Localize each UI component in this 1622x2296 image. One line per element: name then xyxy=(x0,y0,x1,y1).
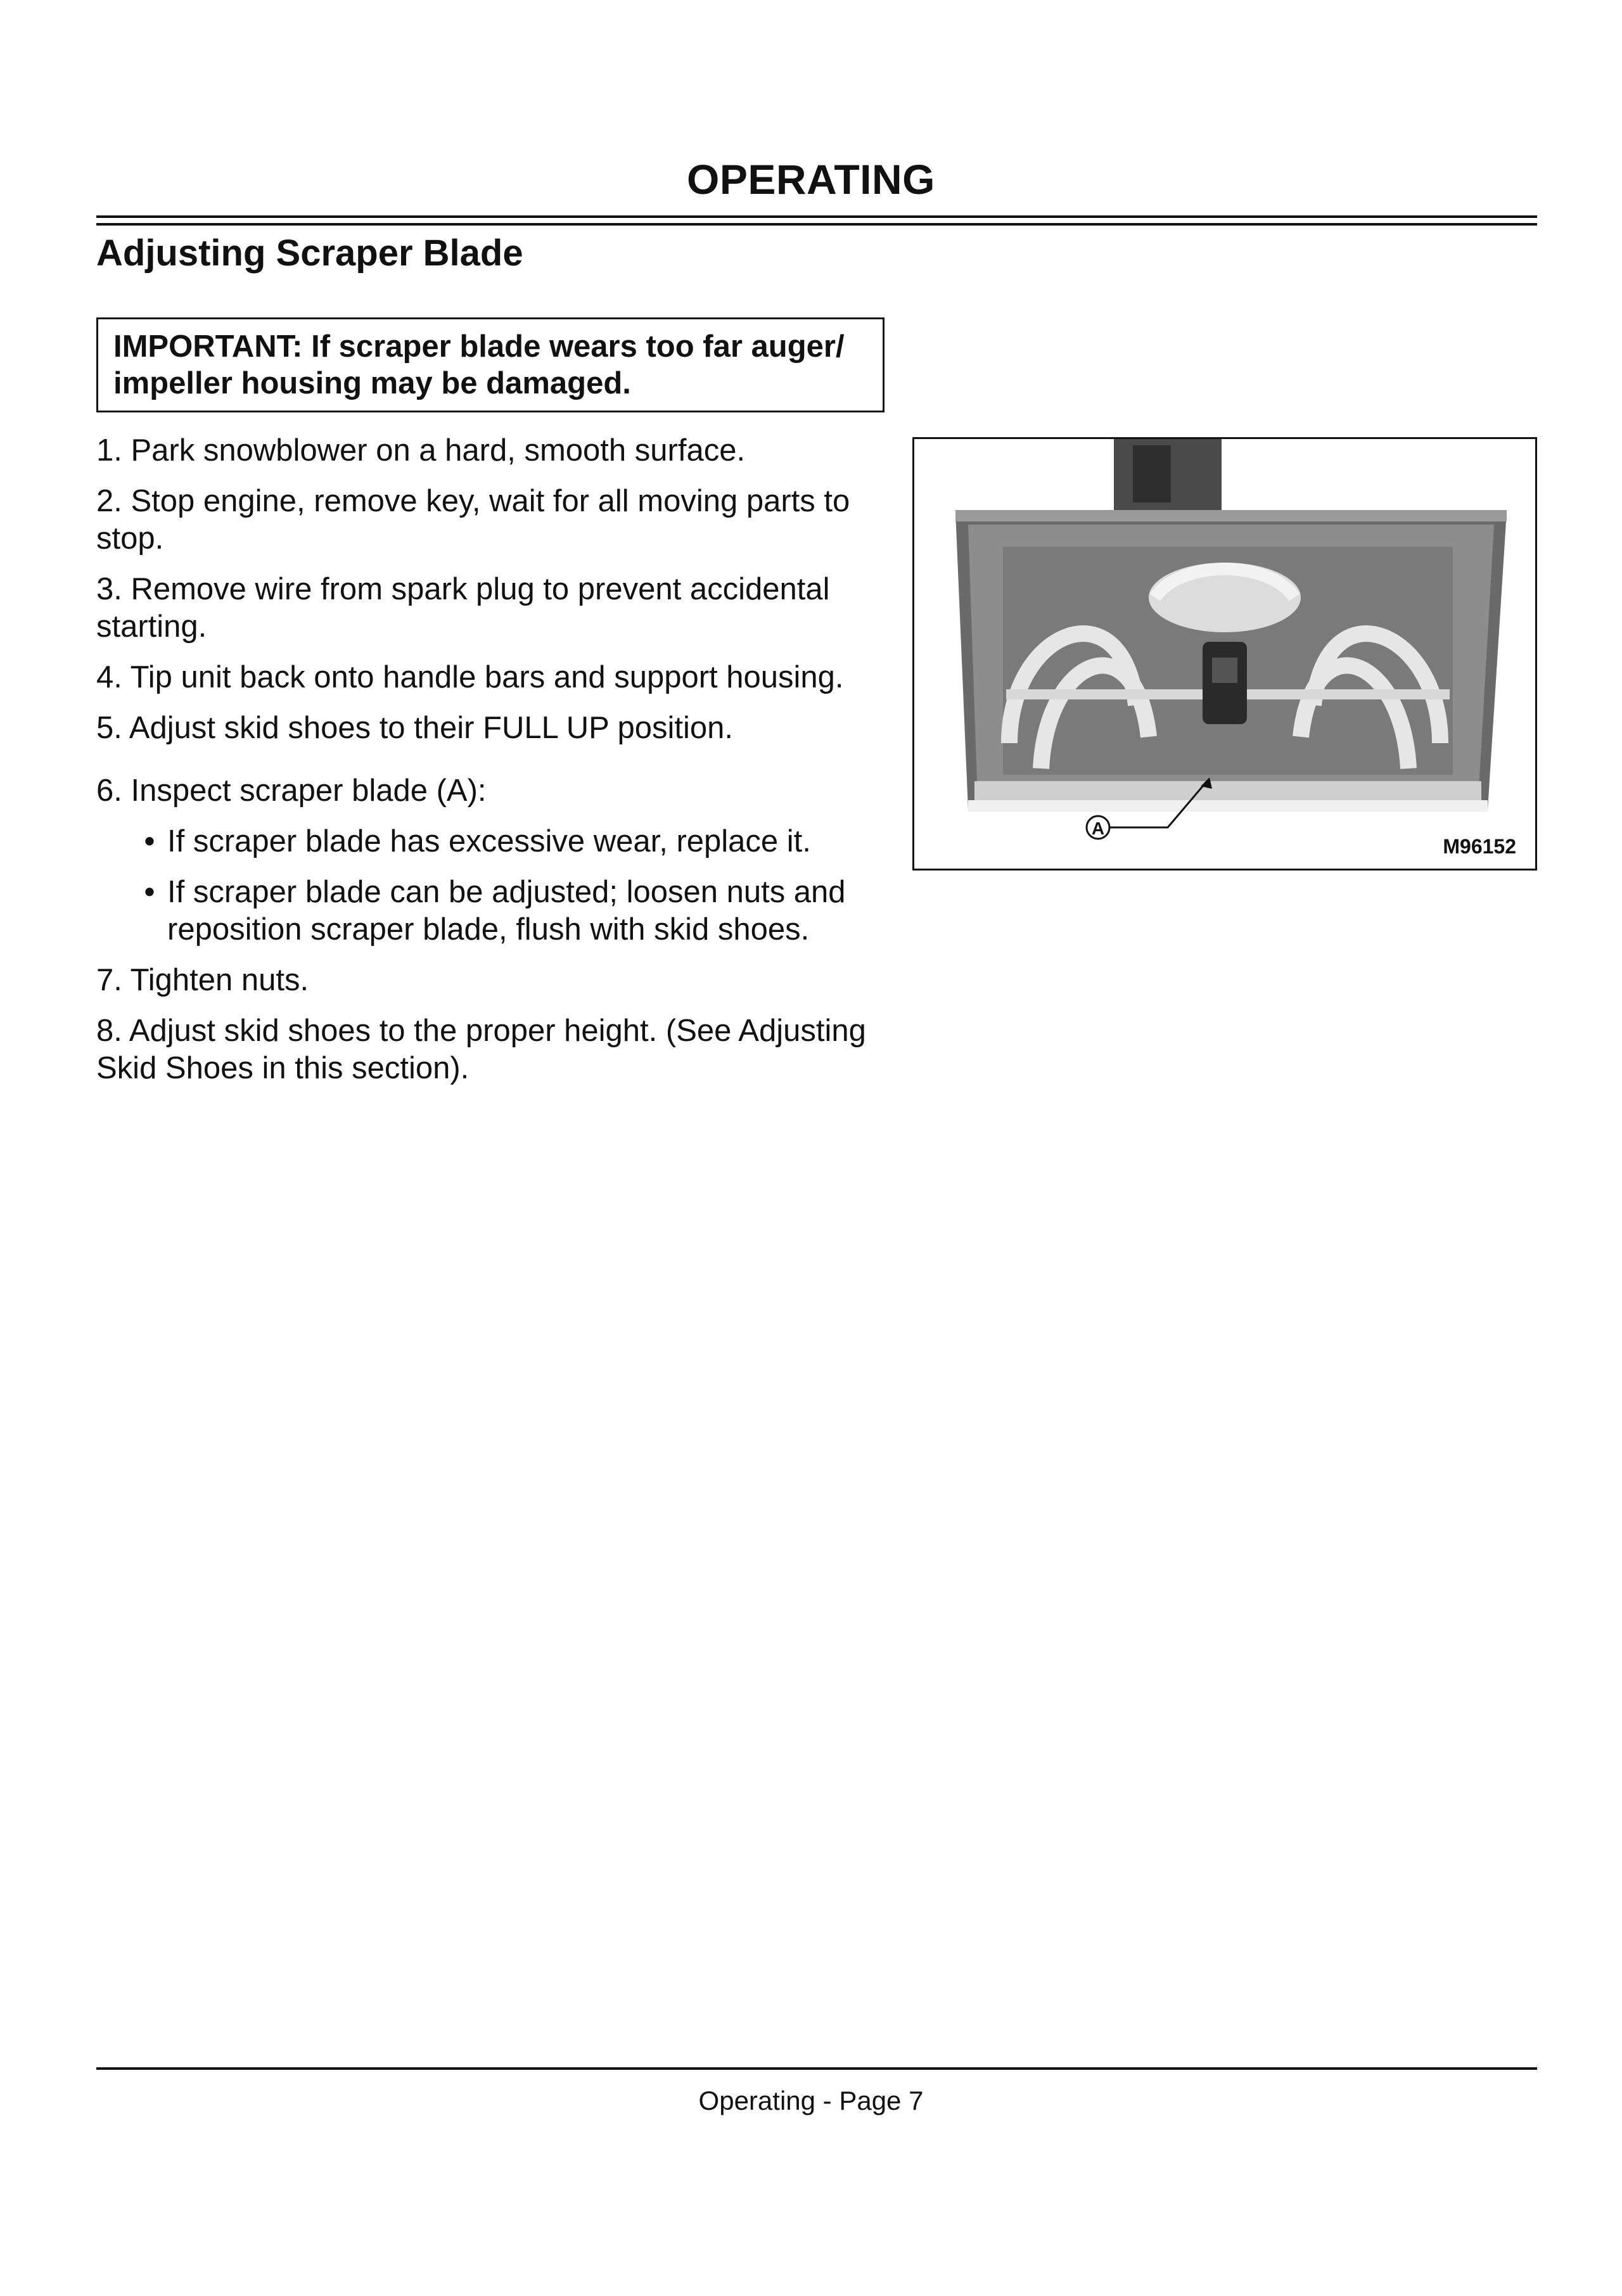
callout-label: A xyxy=(1091,819,1105,838)
auger-housing-illustration xyxy=(914,439,1535,869)
page-title: OPERATING xyxy=(687,156,935,203)
bullet-item xyxy=(132,874,895,948)
step-4: 4. Tip unit back onto handle bars and support housing. xyxy=(96,660,844,694)
step-8: 8. Adjust skid shoes to the proper height. (See Adjusting Skid Shoes in this section). xyxy=(96,1014,866,1085)
procedure-steps xyxy=(96,432,895,1100)
snowblower-figure xyxy=(912,437,1537,871)
bullet-dot-icon: • xyxy=(144,875,155,909)
step-5: 5. Adjust skid shoes to their FULL UP position. xyxy=(96,711,734,745)
section-title: Adjusting Scraper Blade xyxy=(96,233,523,274)
step-2: 2. Stop engine, remove key, wait for all moving parts to stop. xyxy=(96,484,850,556)
header-rule-secondary xyxy=(96,223,1537,226)
step-6: 6. Inspect scraper blade (A): xyxy=(96,774,487,808)
bullet-dot-icon: • xyxy=(144,824,155,858)
header-rule xyxy=(96,215,1537,218)
step-3: 3. Remove wire from spark plug to prevent accidental starting. xyxy=(96,572,830,644)
step-7: 7. Tighten nuts. xyxy=(96,963,309,997)
important-notice: IMPORTANT: If scraper blade wears too far auger/ impeller housing may be damaged. xyxy=(96,317,884,412)
page-footer: Operating - Page 7 xyxy=(698,2086,924,2115)
bullet-text: If scraper blade can be adjusted; loosen nuts and reposition scraper blade, flush with skid shoes. xyxy=(167,875,846,947)
step-1: 1. Park snowblower on a hard, smooth surface. xyxy=(96,433,746,468)
bullet-text: If scraper blade has excessive wear, replace it. xyxy=(167,824,811,858)
figure-code: M96152 xyxy=(1443,835,1516,858)
bullet-item xyxy=(132,823,895,860)
footer-rule xyxy=(96,2067,1537,2070)
